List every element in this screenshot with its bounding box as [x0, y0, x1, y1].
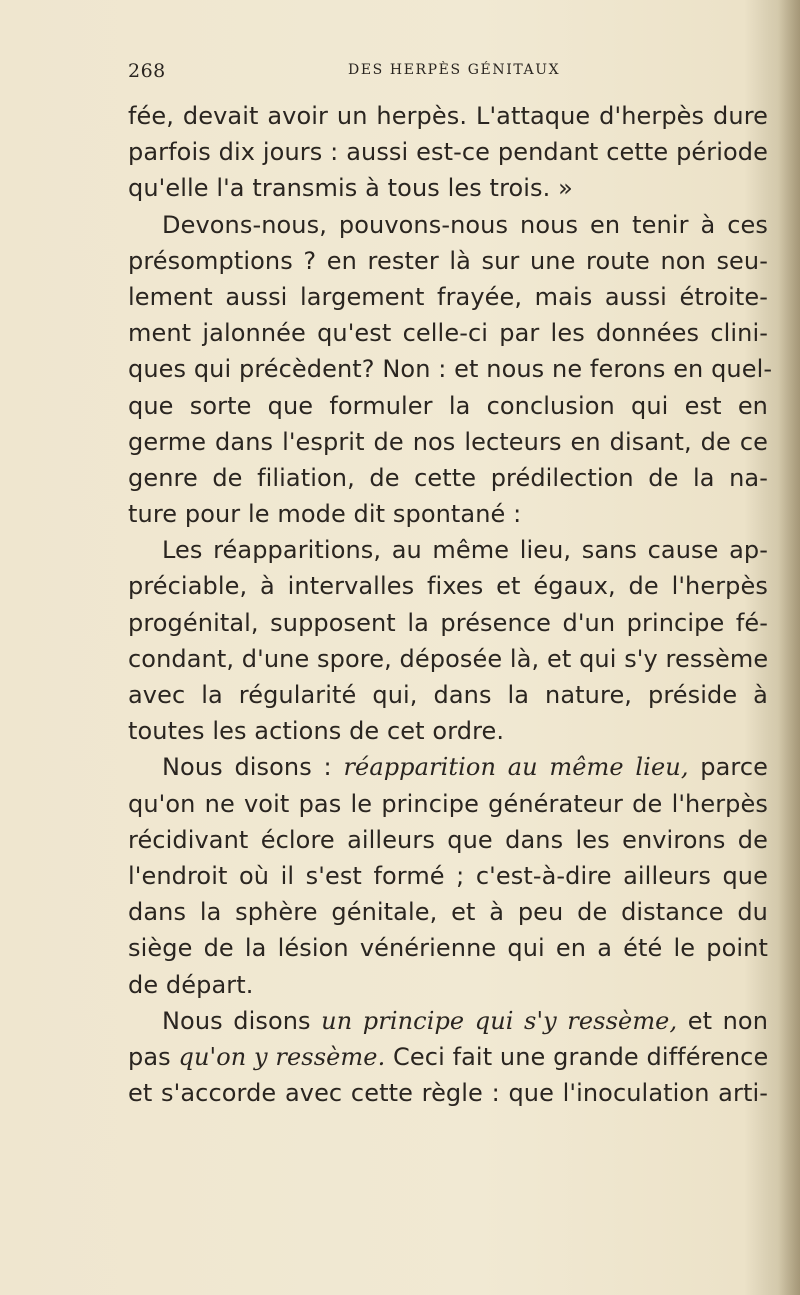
- italic-text: qu'on y ressème.: [178, 1042, 386, 1071]
- text-line: genre de filiation, de cette prédilection de la na-: [128, 463, 768, 492]
- text-run: parce: [688, 753, 768, 782]
- text-line: qu'elle l'a transmis à tous les trois. »: [128, 174, 573, 203]
- text-line: fée, devait avoir un herpès. L'attaque d'herpès dure: [128, 102, 768, 130]
- text-line: [128, 1003, 768, 1039]
- text-run: Nous disons: [162, 1006, 322, 1035]
- text-line: progénital, supposent la présence d'un principe fé-: [128, 608, 768, 637]
- text-line: germe dans l'esprit de nos lecteurs en disant, de ce: [128, 427, 768, 456]
- text-line: récidivant éclore ailleurs que dans les environs de: [128, 825, 768, 854]
- text-line: Devons-nous, pouvons-nous nous en tenir à ces: [162, 210, 768, 239]
- text-run: Nous disons :: [162, 753, 344, 782]
- page-number: 268: [128, 60, 166, 82]
- text-line: de départ.: [128, 970, 254, 999]
- text-line: et s'accorde avec cette règle : que l'inoculation arti-: [128, 1079, 768, 1108]
- running-title: DES HERPÈS GÉNITAUX: [348, 62, 561, 78]
- page-edge-shadow: [778, 0, 800, 1295]
- text-line: [128, 749, 768, 785]
- text-line: toutes les actions de cet ordre.: [128, 717, 505, 746]
- text-run: pas: [128, 1042, 179, 1071]
- text-line: condant, d'une spore, déposée là, et qui s'y ressème: [128, 644, 769, 673]
- text-line: parfois dix jours : aussi est-ce pendant cette période: [128, 138, 768, 167]
- text-line: [128, 1039, 768, 1075]
- text-line: ques qui précèdent? Non : et nous ne ferons en quel-: [128, 355, 773, 384]
- text-line: siège de la lésion vénérienne qui en a été le point: [128, 934, 768, 963]
- text-line: avec la régularité qui, dans la nature, préside à: [128, 681, 768, 709]
- text-run: et non: [677, 1006, 769, 1035]
- text-line: lement aussi largement frayée, mais aussi étroite-: [128, 282, 768, 311]
- text-line: présomptions ? en rester là sur une route non seu-: [128, 246, 768, 275]
- text-line: ture pour le mode dit spontané :: [128, 500, 522, 529]
- italic-text: réapparition au même lieu,: [343, 753, 689, 782]
- text-line: l'endroit où il s'est formé ; c'est-à-dire ailleurs que: [128, 861, 768, 890]
- text-line: que sorte que formuler la conclusion qui est en: [128, 391, 768, 420]
- text-line: qu'on ne voit pas le principe générateur de l'herpès: [128, 789, 768, 818]
- text-line: Les réapparitions, au même lieu, sans cause ap-: [162, 536, 768, 565]
- body-text: [128, 98, 773, 1111]
- text-line: dans la sphère génitale, et à peu de distance du: [128, 898, 768, 927]
- text-run: Ceci fait une grande différence: [385, 1042, 769, 1071]
- italic-text: un principe qui s'y ressème,: [321, 1006, 678, 1035]
- text-line: préciable, à intervalles fixes et égaux, de l'herpès: [128, 572, 768, 601]
- text-line: ment jalonnée qu'est celle-ci par les données clini-: [128, 319, 768, 348]
